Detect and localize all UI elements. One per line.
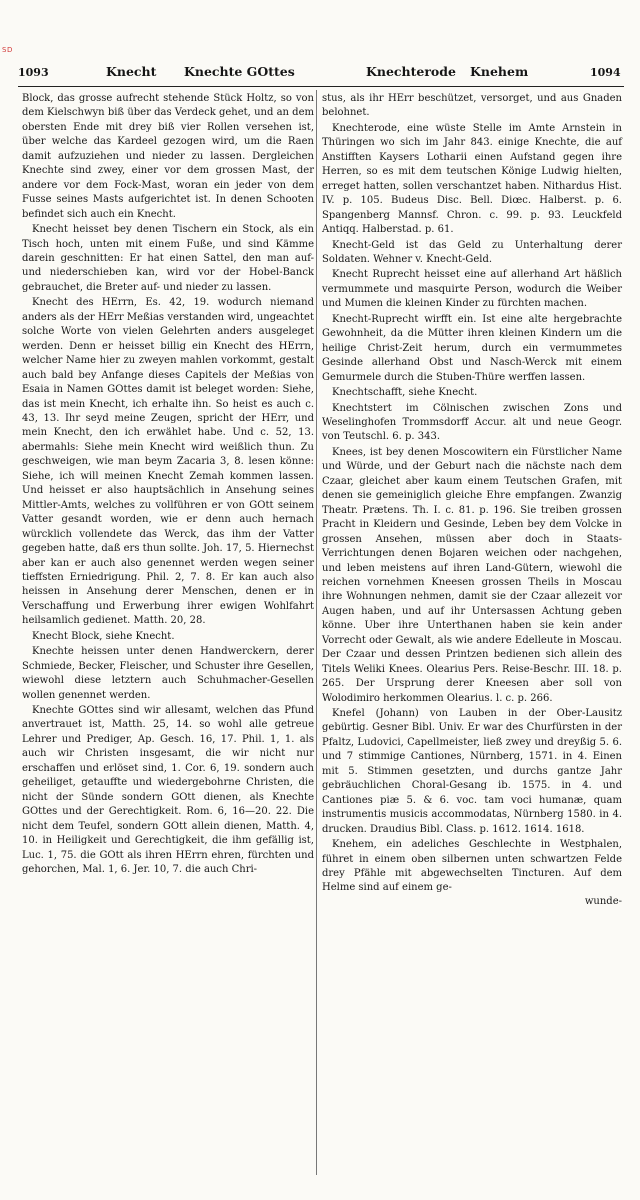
entry-knechterode: Knechterode, eine wüste Stelle im Amte Arnstein in Thüringen wo sich im Jahr 843. einige Knechte, die auf Anstifften Kaysers Lotharii einen Aufstand gegen ihre Herren, so es mit dem teutschen Könige Ludwig hielten, erreget hatten, sollen verschantzet haben. Nithardus Hist. IV. p. 105. Budeus Disc. Bell. Diœc. Halberst. p. 6. Spangenberg Mannsf. Chron. c. 99. p. 93. Leuckfeld Antiqq. Halberstad. p. 61. bbox=[322, 122, 622, 236]
running-header bbox=[18, 56, 624, 87]
entry-knees: Knees, ist bey denen Moscowitern ein Fürstlicher Name und Würde, und der Geburt nach die nächste nach dem Czaar, gleichet aber kaum einem Teutschen Grafen, mit denen sie gemeiniglich gleiche Ehre empfangen. Zwanzig Theatr. Prætens. Th. I. c. 81. p. 196. Sie treiben grossen Pracht in Kleidern und Gesinde, Leben bey dem Volcke in grossen Ansehen, müssen aber doch in Staats-Verrichtungen denen Bojaren weichen oder nachgehen, und leben meistens auf ihren Land-Gütern, wiewohl die reichen vornehmen Kneesen grossen Theils in Moscau ihre Wohnungen nehmen, damit sie der Czaar allezeit vor Augen haben, und auf ihr Untersassen Achtung geben könne. Uber ihre Unterthanen haben sie kein ander Vorrecht oder Gewalt, als wie andere Edelleute in Moscau. Der Czaar und dessen Printzen bedienen sich allein des Titels Weliki Knees. Olearius Pers. Reise-Beschr. III. 18. p. 265. Der Ursprung derer Kneesen aber soll von Wolodimiro herkommen Olearius. l. c. p. 266. bbox=[322, 446, 622, 704]
entry-knecht-block-continued: Block, das grosse aufrecht stehende Stück Holtz, so von dem Kielschwyn biß über das Verdeck gehet, und an dem obersten Ende mit drey biß vier Rollen versehen ist, über welche das Kardeel gezogen wird, um die Raen damit aufzuziehen und nieder zu lassen. Dergleichen Knechte sind zwey, einer vor dem grossen Mast, der andere vor dem Fock-Mast, woran ein jeder von dem Fusse seines Masts aufgerichtet ist. In denen Schooten befindet sich auch ein Knecht. bbox=[22, 93, 314, 220]
running-head-left-1: Knecht bbox=[106, 64, 157, 79]
running-head-right-1: Knechterode bbox=[366, 64, 456, 79]
entry-knechte-handwercker: Knechte heissen unter denen Handwerckern, derer Schmiede, Becker, Fleischer, und Schuster ihre Gesellen, wiewohl diese letztern auch Schuhmacher-Gesellen wollen genennet werden. bbox=[22, 646, 314, 701]
entry-knecht-des-herrn: Knecht des HErrn, Es. 42, 19. wodurch niemand anders als der HErr Meßias verstanden wird, ungeachtet solche Worte von vielen Gelehrten anders ausgeleget werden. Denn er heisset billig ein Knecht des HErrn, welcher Name hier zu zweyen mahlen vorkommt, gestalt auch bald bey Anfange dieses Capitels der Meßias von Esaia in Namen GOttes damit ist beleget worden: Siehe, das ist mein Knecht, ich erhalte ihn. So heist es auch c. 43, 13. Ihr seyd meine Zeugen, spricht der HErr, und mein Knecht, den ich erwählet habe. Und c. 52, 13. abermahls: Siehe mein Knecht wird weißlich thun. Zu geschweigen, wie man beym Zacaria 3, 8. lesen könne: Siehe, ich will meinen Knecht Zemah kommen lassen. Und heisset er also hauptsächlich in Ansehung seines Mittler-Amts, welches zu vollführen er von GOtt seinem Vatter gesandt worden, wie er denn auch hernach würcklich vollendete das Werck, das ihm der Vatter gegeben hatte, daß ers thun sollte. Joh. 17, 5. Hiernechst aber kan er auch also genennet werden wegen seiner tieffsten Erniedrigung. Phil. 2, 7. 8. Er kan auch also heissen in Ansehung derer Menschen, denen er in Verschaffung und Erwerbung ihrer ewigen Wohlfahrt heilsamlich gedienet. Matth. 20, 28. bbox=[22, 297, 314, 627]
catchword: wunde- bbox=[584, 895, 622, 907]
entry-knechtschafft: Knechtschafft, siehe Knecht. bbox=[332, 387, 478, 399]
entry-knecht-tischer: Knecht heisset bey denen Tischern ein Stock, als ein Tisch hoch, unten mit einem Fuße, und sind Kämme darein geschnitten: Er hat einen Sattel, den man auf- und niederschieben kan, wird vor der Hobel-Banck gebrauchet, die Breter auf- und nieder zu lassen. bbox=[22, 224, 314, 293]
column-divider bbox=[316, 90, 317, 1175]
right-column bbox=[322, 92, 622, 910]
running-head-right-2: Knehem bbox=[470, 64, 529, 79]
entry-knechtstert: Knechtstert im Cölnischen zwischen Zons und Weselinghofen Trommsdorff Accur. alt und neue Geogr. von Teutschl. 6. p. 343. bbox=[322, 402, 622, 443]
page-number-left: 1093 bbox=[18, 66, 49, 79]
entry-knecht-block: Knecht Block, siehe Knecht. bbox=[32, 630, 175, 642]
library-stamp: SD bbox=[2, 46, 13, 54]
entry-knecht-ruprecht: Knecht Ruprecht heisset eine auf allerhand Art häßlich vermummete und masquirte Person, wodurch die Weiber und Mumen die kleinen Kinder zu fürchten machen. bbox=[322, 269, 622, 310]
entry-knefel: Knefel (Johann) von Lauben in der Ober-Lausitz gebürtig. Gesner Bibl. Univ. Er war des Churfürsten in der Pfaltz, Ludovici, Capellmeister, ließ zwey und dreyßig 5. 6. und 7 stimmige Cantiones, Nürnberg, 1571. in 4. Einen mit 5. Stimmen gesetzten, und durchs gantze Jahr gebräuchlichen Choral-Gesang ib. 1575. in 4. und Cantiones piæ 5. & 6. voc. tam voci humanæ, quam instrumentis musicis accommodatas, Nürnberg 1580. in 4. drucken. Draudius Bibl. Class. p. 1612. 1614. 1618. bbox=[322, 708, 622, 835]
entry-knecht-ruprecht-wirfft-ein: Knecht-Ruprecht wirfft ein. Ist eine alte hergebrachte Gewohnheit, da die Mütter ihren kleinen Kindern um die heilige Christ-Zeit herum, durch ein vermummetes Gesinde allerhand Obst und Nasch-Werck mit einem Gemurmele durch die Stuben-Thüre werffen lassen. bbox=[322, 313, 622, 383]
entry-knehem: Knehem, ein adeliches Geschlechte in Westphalen, führet in einem oben silbernen unten schwartzen Felde drey Pfähle mit abgewechselten Tincturen. Auf dem Helme sind auf einem ge- bbox=[322, 839, 622, 894]
entry-knecht-geld: Knecht-Geld ist das Geld zu Unterhaltung derer Soldaten. Wehner v. Knecht-Geld. bbox=[322, 239, 622, 265]
entry-knechte-gottes: Knechte GOttes sind wir allesamt, welchen das Pfund anvertrauet ist, Matth. 25, 14. so wohl alle getreue Lehrer und Prediger, Ap. Gesch. 16, 17. Phil. 1, 1. als auch wir Christen insgesamt, die wir nicht nur erschaffen und erlöset sind, 1. Cor. 6, 19. sondern auch geheiliget, getauffte und wiedergebohrne Christen, die nicht der Sünde sondern GOtt dienen, als Knechte GOttes und der Gerechtigkeit. Rom. 6, 16—20. 22. Die nicht dem Teufel, sondern GOtt allein dienen, Matth. 4, 10. in Heiligkeit und Gerechtigkeit, die ihm gefällig ist, Luc. 1, 75. die GOtt als ihren HErrn ehren, fürchten und gehorchen, Mal. 1, 6. Jer. 10, 7. die auch Chri- bbox=[22, 705, 314, 876]
entry-knechte-gottes-continued: stus, als ihr HErr beschützet, versorget, und aus Gnaden belohnet. bbox=[322, 93, 622, 119]
running-head-left-2: Knechte GOttes bbox=[184, 64, 295, 79]
left-column bbox=[22, 92, 314, 878]
page-number-right: 1094 bbox=[590, 66, 621, 79]
